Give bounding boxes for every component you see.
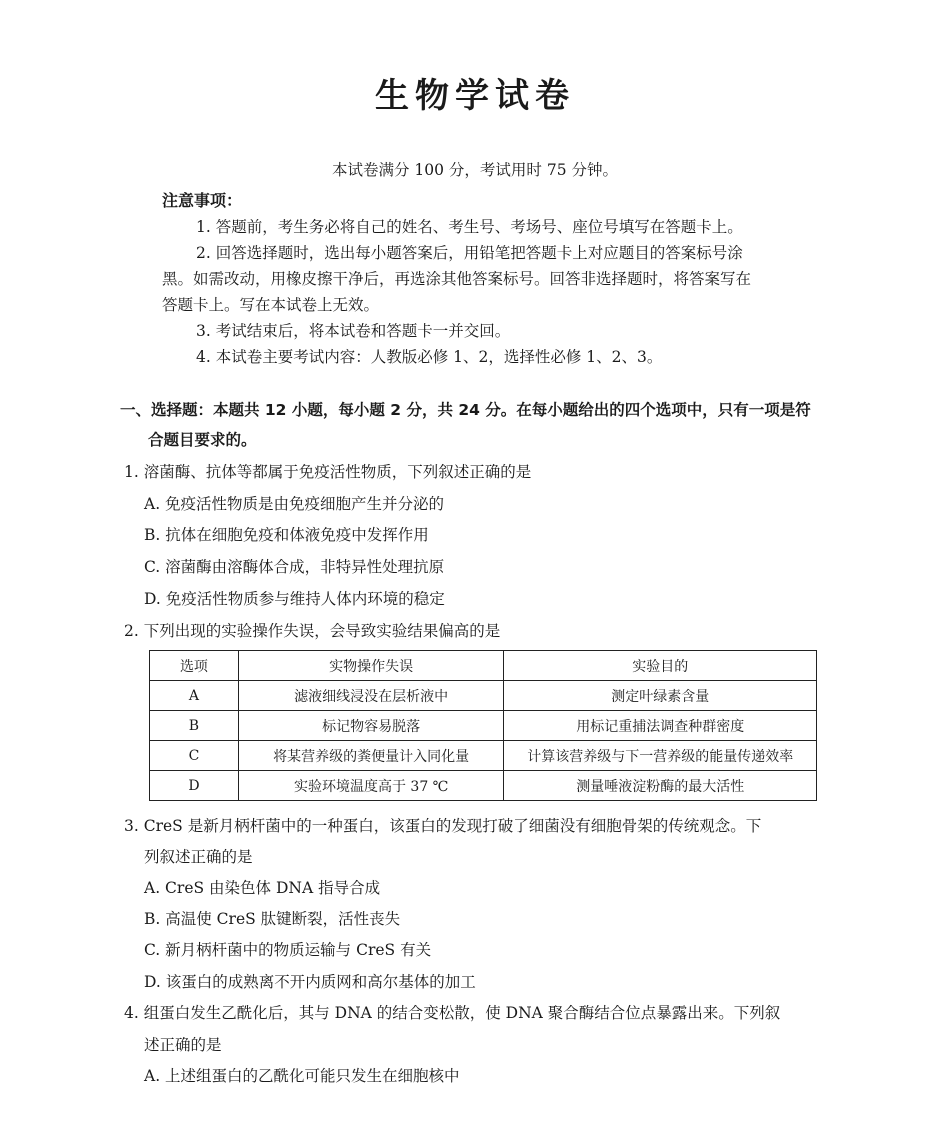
table-cell: 标记物容易脱落 xyxy=(238,711,504,741)
page-title: 生物学试卷 xyxy=(375,76,575,116)
question-4-stem-line-2: 述正确的是 xyxy=(144,1036,222,1054)
question-3-stem-line-2: 列叙述正确的是 xyxy=(144,848,253,866)
question-1-option-c: C. 溶菌酶由溶酶体合成，非特异性处理抗原 xyxy=(144,558,445,576)
table-row xyxy=(150,741,817,771)
question-2-stem: 2. 下列出现的实验操作失误，会导致实验结果偏高的是 xyxy=(124,622,501,640)
question-4-stem-line-1: 4. 组蛋白发生乙酰化后，其与 DNA 的结合变松散，使 DNA 聚合酶结合位点暴露出来。下列叙 xyxy=(124,1004,781,1022)
table-cell: 实验环境温度高于 37 ℃ xyxy=(238,771,504,801)
notice-item-2-line-3: 答题卡上。写在本试卷上无效。 xyxy=(162,296,380,314)
section-heading-line-1: 一、选择题：本题共 12 小题，每小题 2 分，共 24 分。在每小题给出的四个选项中，只有一项是符 xyxy=(120,401,811,419)
table-header: 选项 xyxy=(150,651,239,681)
question-3-option-c: C. 新月柄杆菌中的物质运输与 CreS 有关 xyxy=(144,941,432,959)
experiment-table xyxy=(149,650,817,801)
table-row xyxy=(150,681,817,711)
table-header-row xyxy=(150,651,817,681)
question-3-stem-line-1: 3. CreS 是新月柄杆菌中的一种蛋白，该蛋白的发现打破了细菌没有细胞骨架的传统观念。下 xyxy=(124,817,762,835)
table-cell: C xyxy=(150,741,239,771)
question-1-stem: 1. 溶菌酶、抗体等都属于免疫活性物质，下列叙述正确的是 xyxy=(124,463,532,481)
notice-heading: 注意事项： xyxy=(162,191,243,210)
table-cell: 滤液细线浸没在层析液中 xyxy=(238,681,504,711)
notice-item-2-line-1: 2. 回答选择题时，选出每小题答案后，用铅笔把答题卡上对应题目的答案标号涂 xyxy=(196,244,743,262)
table-cell: 测定叶绿素含量 xyxy=(504,681,817,711)
notice-item-2-line-2: 黑。如需改动，用橡皮擦干净后，再选涂其他答案标号。回答非选择题时，将答案写在 xyxy=(162,270,752,288)
notice-item-3: 3. 考试结束后，将本试卷和答题卡一并交回。 xyxy=(196,322,511,340)
question-3-option-d: D. 该蛋白的成熟离不开内质网和高尔基体的加工 xyxy=(144,973,476,991)
question-1-option-b: B. 抗体在细胞免疫和体液免疫中发挥作用 xyxy=(144,526,429,544)
table-cell: B xyxy=(150,711,239,741)
table-cell: 计算该营养级与下一营养级的能量传递效率 xyxy=(504,741,817,771)
table-cell: 将某营养级的粪便量计入同化量 xyxy=(238,741,504,771)
table-cell: 测量唾液淀粉酶的最大活性 xyxy=(504,771,817,801)
question-3-option-a: A. CreS 由染色体 DNA 指导合成 xyxy=(144,879,381,897)
table-cell: A xyxy=(150,681,239,711)
table-cell: 用标记重捕法调查种群密度 xyxy=(504,711,817,741)
table-header: 实验目的 xyxy=(504,651,817,681)
notice-item-4: 4. 本试卷主要考试内容：人教版必修 1、2，选择性必修 1、2、3。 xyxy=(196,348,663,366)
question-3-option-b: B. 高温使 CreS 肽键断裂，活性丧失 xyxy=(144,910,401,928)
exam-info: 本试卷满分 100 分，考试用时 75 分钟。 xyxy=(331,161,619,179)
table-header: 实物操作失误 xyxy=(238,651,504,681)
table-row xyxy=(150,711,817,741)
table-cell: D xyxy=(150,771,239,801)
section-heading-line-2: 合题目要求的。 xyxy=(148,431,257,449)
question-4-option-a: A. 上述组蛋白的乙酰化可能只发生在细胞核中 xyxy=(144,1067,460,1085)
notice-item-1: 1. 答题前，考生务必将自己的姓名、考生号、考场号、座位号填写在答题卡上。 xyxy=(196,218,743,236)
question-1-option-d: D. 免疫活性物质参与维持人体内环境的稳定 xyxy=(144,590,445,608)
question-1-option-a: A. 免疫活性物质是由免疫细胞产生并分泌的 xyxy=(144,495,445,513)
table-row xyxy=(150,771,817,801)
